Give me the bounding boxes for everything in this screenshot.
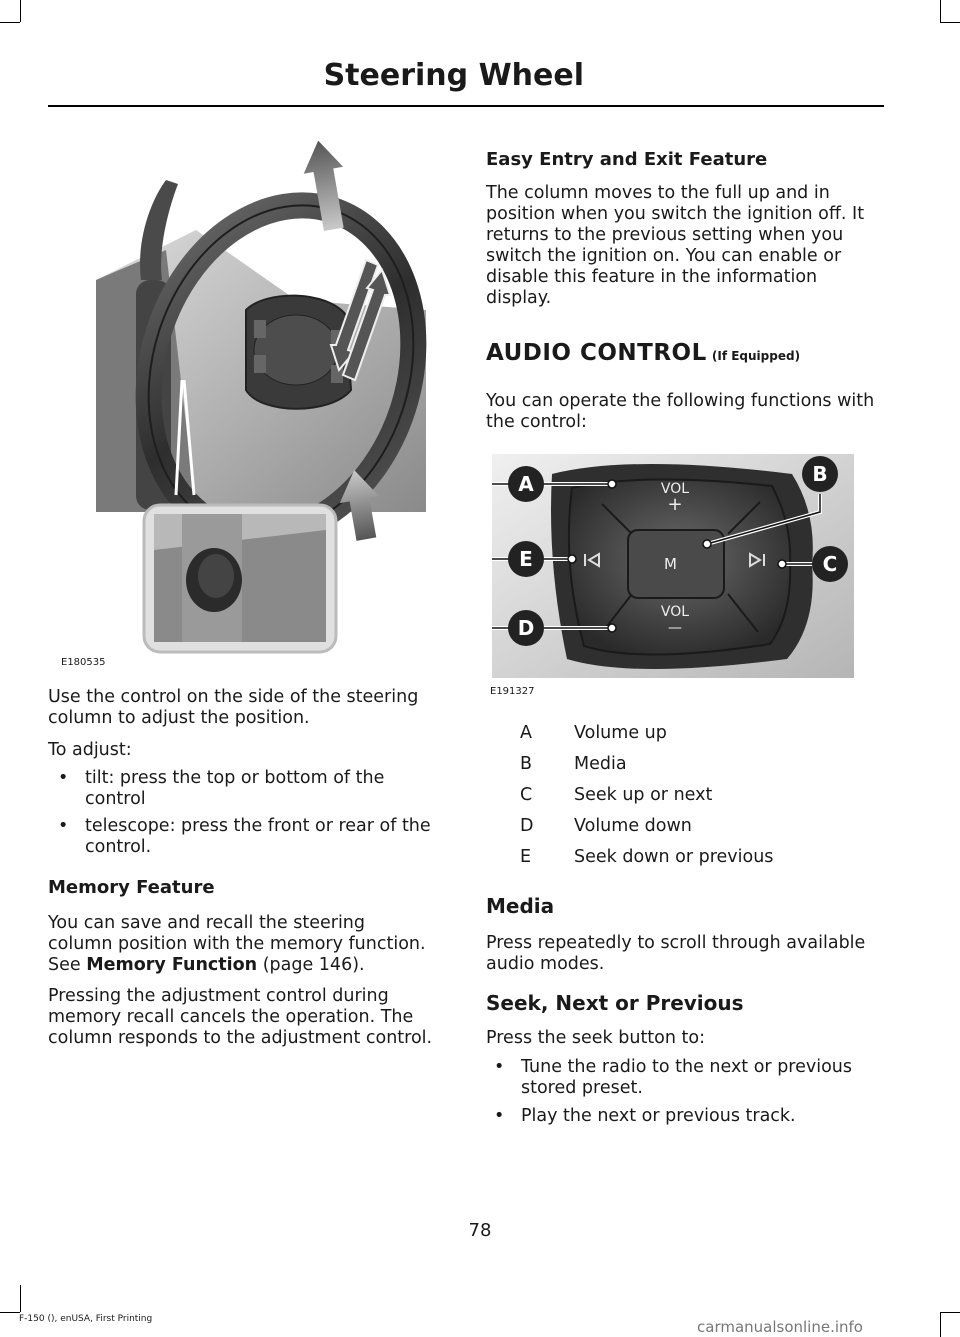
list-item-line: stored preset. [521, 1078, 643, 1098]
crop-mark [940, 0, 941, 22]
list-item-line: Tune the radio to the next or previous [521, 1057, 853, 1077]
to-adjust-label: To adjust: [48, 740, 132, 760]
header-divider [48, 105, 884, 107]
easy-entry-heading: Easy Entry and Exit Feature [486, 149, 768, 170]
list-item-line: control. [85, 837, 152, 857]
bullet-glyph: • [58, 768, 69, 788]
see-label: See [48, 955, 81, 975]
memory-heading: Memory Feature [48, 877, 215, 898]
crop-mark [20, 0, 21, 22]
vol-text: VOL [660, 604, 690, 620]
seek-intro: Press the seek button to: [486, 1028, 705, 1048]
edition-info: F-150 (), enUSA, First Printing [19, 1314, 153, 1324]
memory-text: column position with the memory function. [48, 934, 426, 954]
legend-key: C [520, 785, 533, 805]
memory-text: You can save and recall the steering [48, 913, 365, 933]
audio-heading-text: AUDIO CONTROL [486, 340, 707, 366]
list-item-text [521, 1057, 852, 1099]
callout-c: C [812, 546, 848, 582]
vol-text: VOL [660, 481, 690, 497]
legend-value: Media [574, 754, 627, 774]
steering-column-illustration [96, 140, 441, 660]
media-paragraph: Press repeatedly to scroll through available audio modes. [486, 933, 866, 974]
list-item-line: tilt: press the top or bottom of the [85, 768, 385, 788]
list-item-line: telescope: press the front or rear of the [85, 816, 431, 836]
adjust-intro: Use the control on the side of the steering column to adjust the position. [48, 687, 419, 728]
audio-control-figure [492, 454, 854, 678]
crop-mark [20, 1285, 21, 1312]
list-item [58, 816, 431, 858]
media-button-label: M [664, 555, 677, 573]
audio-control-heading [486, 340, 800, 366]
memory-function-link[interactable]: Memory Function [86, 955, 258, 975]
plus-glyph: + [667, 494, 683, 515]
list-item-line: control [85, 789, 146, 809]
page-number: 78 [468, 1220, 492, 1241]
memory-paragraph [48, 913, 458, 976]
list-item [494, 1057, 852, 1099]
list-item [494, 1106, 796, 1127]
figure-id-left: E180535 [61, 657, 106, 668]
crop-mark [940, 1312, 960, 1313]
page-reference: (page 146). [262, 955, 365, 975]
crop-mark [0, 22, 20, 23]
list-item-text [85, 816, 431, 858]
bullet-glyph: • [494, 1106, 505, 1126]
media-heading: Media [486, 894, 555, 918]
legend-key: A [520, 723, 532, 743]
list-item [58, 768, 384, 810]
callout-e: E [508, 541, 544, 577]
callout-a: A [508, 466, 544, 502]
legend-value: Volume up [574, 723, 667, 743]
figure-id-right: E191327 [490, 686, 535, 697]
legend-key: B [520, 754, 533, 774]
vol-up-label [655, 481, 695, 514]
audio-heading-suffix: (If Equipped) [711, 349, 801, 363]
legend-key: D [520, 816, 534, 836]
audio-intro: You can operate the following functions with the control: [486, 391, 875, 432]
legend-value: Seek down or previous [574, 847, 774, 867]
bullet-glyph: • [58, 816, 69, 836]
crop-mark [0, 1312, 20, 1313]
callout-b: B [802, 456, 838, 492]
crop-mark [940, 1312, 941, 1337]
legend-value: Volume down [574, 816, 692, 836]
list-item-text: Play the next or previous track. [521, 1106, 796, 1126]
watermark: carmanualsonline.info [697, 1318, 863, 1336]
vol-down-label [655, 604, 695, 636]
bullet-glyph: • [494, 1057, 505, 1077]
legend-value: Seek up or next [574, 785, 713, 805]
minus-glyph: — [668, 620, 682, 636]
crop-mark [940, 22, 960, 23]
memory-recall-paragraph: Pressing the adjustment control during memory recall cancels the operation. The column responds to the adjustment control. [48, 986, 433, 1048]
page-title: Steering Wheel [323, 58, 584, 93]
list-item-text [85, 768, 384, 810]
seek-heading: Seek, Next or Previous [486, 991, 744, 1015]
easy-entry-paragraph: The column moves to the full up and in position when you switch the ignition off. It returns to the previous setting when you switch the ignition on. You can enable or disable this feature in the information display. [486, 183, 865, 308]
legend-key: E [520, 847, 532, 867]
callout-d: D [508, 610, 544, 646]
